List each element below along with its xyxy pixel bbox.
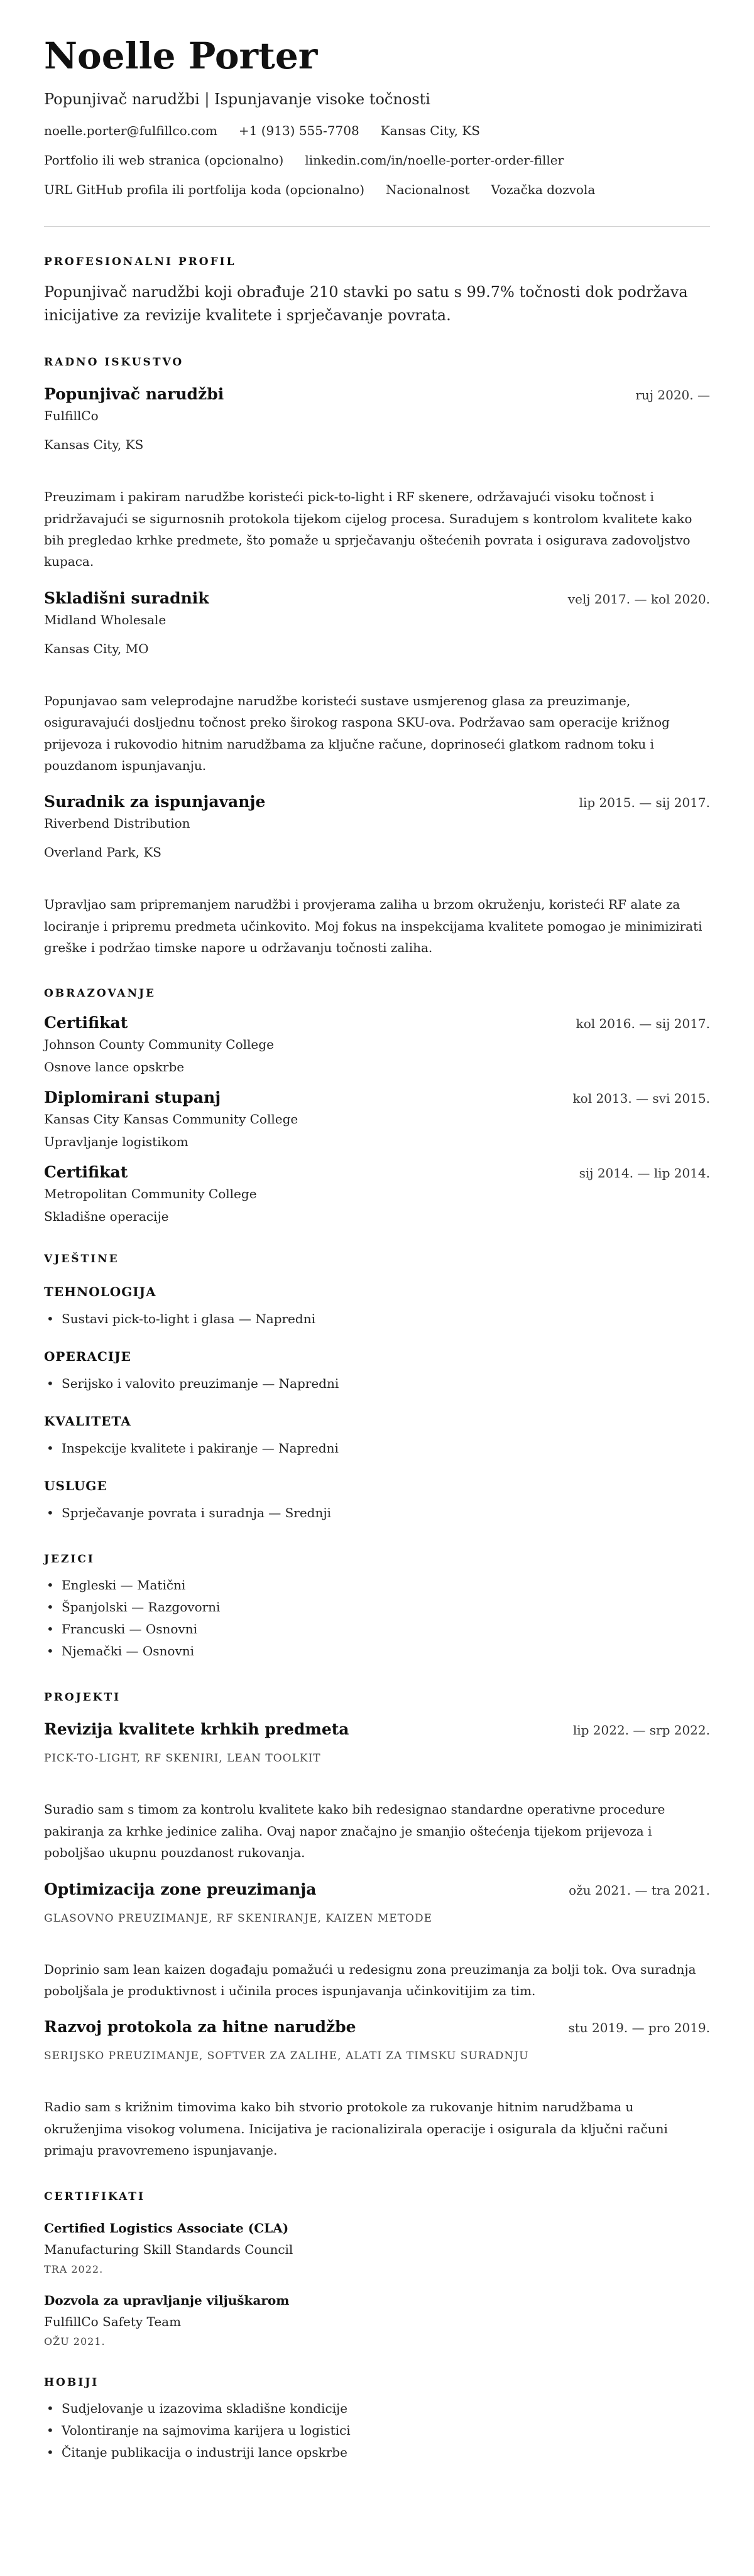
skill-group-title: TEHNOLOGIJA: [44, 1284, 156, 1300]
project-title: Optimizacija zone preuzimanja: [44, 1880, 317, 1898]
certificate-entry: [44, 2293, 710, 2347]
project-title: Revizija kvalitete krhkih predmeta: [44, 1720, 349, 1739]
job-location: Kansas City, MO: [44, 641, 149, 656]
project-description: Radio sam s križnim timovima kako bih stvorio protokole za rukovanje hitnim narudžbama u okruženjima visokog volumena. Inicijativa je racionalizirala operacije i osigurala da ključni računi primaju pravovremeno ispunjavanje.: [44, 2099, 668, 2158]
job-description: Popunjavao sam veleprodajne narudžbe koristeći sustave usmjerenog glasa za preuzimanje, osiguravajući dosljednu točnost preko širokog raspona SKU-ova. Podržavao sam operacije križnog prijevoza i rukovodio hitnim narudžbama za ključne račune, doprinoseći glatkom radnom toku i pouzdanom ispunjavanju.: [44, 693, 670, 773]
job-description: Upravljao sam pripremanjem narudžbi i provjerama zaliha u brzom okruženju, koristeći RF alate za lociranje i pripremu predmeta učinkovito. Moj fokus na inspekcijama kvalitete pomogao je minimizirati greške i podržao timske napore u održavanju točnosti zaliha.: [44, 897, 702, 956]
education-dates: sij 2014. — lip 2014.: [579, 1166, 710, 1181]
certificate-name: Dozvola za upravljanje viljuškarom: [44, 2292, 290, 2308]
certificates-section: [44, 2190, 710, 2347]
project-entry: [44, 1720, 710, 1863]
certificate-date: OŽU 2021.: [44, 2335, 106, 2347]
phone-number: +1 (913) 555-7708: [238, 122, 359, 138]
projects-section: [44, 1691, 710, 2161]
experience-entry: [44, 385, 710, 573]
experience-section: [44, 356, 710, 958]
section-title: VJEŠTINE: [44, 1253, 119, 1266]
education-entry: [44, 1014, 710, 1074]
job-location: Kansas City, KS: [44, 437, 144, 453]
project-dates: stu 2019. — pro 2019.: [568, 2020, 710, 2036]
degree-title: Certifikat: [44, 1014, 128, 1032]
project-entry: [44, 1880, 710, 2002]
study-field: Osnove lance opskrbe: [44, 1059, 185, 1075]
company-name: Riverbend Distribution: [44, 816, 190, 831]
certificate-issuer: FulfillCo Safety Team: [44, 2314, 182, 2329]
project-title: Razvoj protokola za hitne narudžbe: [44, 2018, 356, 2037]
education-dates: kol 2016. — sij 2017.: [576, 1016, 710, 1032]
linkedin-link[interactable]: linkedin.com/in/noelle-porter-order-filler: [305, 152, 564, 168]
skill-group: [44, 1478, 710, 1524]
school-name: Johnson County Community College: [44, 1037, 274, 1053]
certificate-entry: [44, 2221, 710, 2275]
skill-group-title: USLUGE: [44, 1478, 107, 1494]
language-item: • Engleski — Matični: [44, 1574, 710, 1596]
skill-item: • Inspekcije kvalitete i pakiranje — Napredni: [44, 1437, 710, 1459]
skill-group-title: OPERACIJE: [44, 1349, 131, 1365]
section-title: CERTIFIKATI: [44, 2190, 145, 2203]
school-name: Metropolitan Community College: [44, 1186, 257, 1202]
project-description: Doprinio sam lean kaizen događaju pomažući u redesignu zona preuzimanja za bolji tok. Ova suradnja poboljšala je produktivnost i učinila proces ispunjavanja učinkovitijim za tim.: [44, 1961, 696, 1999]
job-location: Overland Park, KS: [44, 845, 161, 860]
certificate-issuer: Manufacturing Skill Standards Council: [44, 2241, 293, 2257]
company-name: Midland Wholesale: [44, 612, 167, 627]
project-tech: PICK-TO-LIGHT, RF SKENIRI, LEAN TOOLKIT: [44, 1752, 321, 1765]
job-dates: lip 2015. — sij 2017.: [579, 795, 710, 811]
contact-row-links: [44, 153, 710, 168]
candidate-tagline: Popunjivač narudžbi | Ispunjavanje visoke točnosti: [44, 90, 430, 108]
education-section: [44, 987, 710, 1224]
resume-header: [44, 36, 710, 197]
nationality-text: Nacionalnost: [386, 181, 470, 197]
skill-group-title: KVALITETA: [44, 1414, 131, 1429]
study-field: Upravljanje logistikom: [44, 1134, 188, 1150]
degree-title: Certifikat: [44, 1163, 128, 1182]
skill-item: • Sustavi pick-to-light i glasa — Napredni: [44, 1308, 710, 1330]
location-text: Kansas City, KS: [380, 122, 480, 138]
experience-entry: [44, 589, 710, 777]
hobby-item: • Sudjelovanje u izazovima skladišne kondicije: [44, 2398, 710, 2420]
education-entry: [44, 1163, 710, 1224]
job-title: Skladišni suradnik: [44, 588, 209, 607]
license-text: Vozačka dozvola: [491, 181, 596, 197]
education-dates: kol 2013. — svi 2015.: [572, 1091, 710, 1107]
email-link[interactable]: noelle.porter@fulfillco.com: [44, 122, 217, 138]
language-item: • Španjolski — Razgovorni: [44, 1596, 710, 1618]
job-dates: ruj 2020. —: [635, 387, 710, 403]
project-dates: ožu 2021. — tra 2021.: [569, 1882, 710, 1898]
degree-title: Diplomirani stupanj: [44, 1088, 221, 1107]
job-title: Popunjivač narudžbi: [44, 385, 224, 404]
language-item: • Francuski — Osnovni: [44, 1618, 710, 1640]
section-title: PROFESIONALNI PROFIL: [44, 255, 236, 268]
skill-group: [44, 1349, 710, 1395]
language-item: • Njemački — Osnovni: [44, 1640, 710, 1662]
study-field: Skladišne operacije: [44, 1209, 169, 1225]
project-tech: GLASOVNO PREUZIMANJE, RF SKENIRANJE, KAIZEN METODE: [44, 1912, 432, 1925]
project-dates: lip 2022. — srp 2022.: [572, 1723, 710, 1738]
hobbies-section: [44, 2376, 710, 2464]
profile-summary: Popunjivač narudžbi koji obrađuje 210 stavki po satu s 99.7% točnosti dok podržava inicijative za revizije kvalitete i sprječavanje povrata.: [44, 283, 688, 324]
section-title: OBRAZOVANJE: [44, 987, 156, 1000]
languages-section: [44, 1553, 710, 1662]
certificate-date: TRA 2022.: [44, 2263, 104, 2275]
company-name: FulfillCo: [44, 408, 99, 424]
contact-row-extra: [44, 182, 710, 197]
candidate-name: Noelle Porter: [44, 35, 318, 77]
job-title: Suradnik za ispunjavanje: [44, 793, 266, 811]
project-entry: [44, 2018, 710, 2161]
skills-section: [44, 1253, 710, 1524]
skill-item: • Sprječavanje povrata i suradnja — Srednji: [44, 1502, 710, 1524]
project-tech: SERIJSKO PREUZIMANJE, SOFTVER ZA ZALIHE, ALATI ZA TIMSKU SURADNJU: [44, 2050, 529, 2063]
profile-section: [44, 256, 710, 327]
header-divider: [44, 226, 710, 227]
skill-item: • Serijsko i valovito preuzimanje — Napredni: [44, 1373, 710, 1395]
school-name: Kansas City Kansas Community College: [44, 1112, 298, 1127]
job-description: Preuzimam i pakiram narudžbe koristeći pick-to-light i RF skenere, održavajući visoku točnost i pridržavajući se sigurnosnih protokola tijekom cijelog procesa. Suradujem s kontrolom kvalitete kako bih pregledao krhke predmete, što pomaže u sprječavanju oštećenih povrata i osigurava zadovoljstvo kupaca.: [44, 489, 692, 570]
section-title: PROJEKTI: [44, 1691, 121, 1704]
certificate-name: Certified Logistics Associate (CLA): [44, 2220, 289, 2236]
contact-row-primary: [44, 123, 710, 138]
skill-group: [44, 1414, 710, 1459]
section-title: RADNO ISKUSTVO: [44, 356, 184, 369]
github-link[interactable]: URL GitHub profila ili portfolija koda (opcionalno): [44, 181, 365, 197]
portfolio-link[interactable]: Portfolio ili web stranica (opcionalno): [44, 152, 284, 168]
hobby-item: • Volontiranje na sajmovima karijera u logistici: [44, 2420, 710, 2442]
section-title: HOBIJI: [44, 2376, 99, 2389]
job-dates: velj 2017. — kol 2020.: [567, 591, 710, 607]
hobby-item: • Čitanje publikacija o industriji lance opskrbe: [44, 2442, 710, 2464]
project-description: Suradio sam s timom za kontrolu kvalitete kako bih redesignao standardne operativne procedure pakiranja za krhke jedinice zaliha. Ovaj napor značajno je smanjio oštećenja tijekom prijevoza i poboljšao ukupnu pouzdanost rukovanja.: [44, 1802, 665, 1861]
experience-entry: [44, 793, 710, 958]
section-title: JEZICI: [44, 1553, 95, 1566]
education-entry: [44, 1088, 710, 1149]
skill-group: [44, 1284, 710, 1330]
